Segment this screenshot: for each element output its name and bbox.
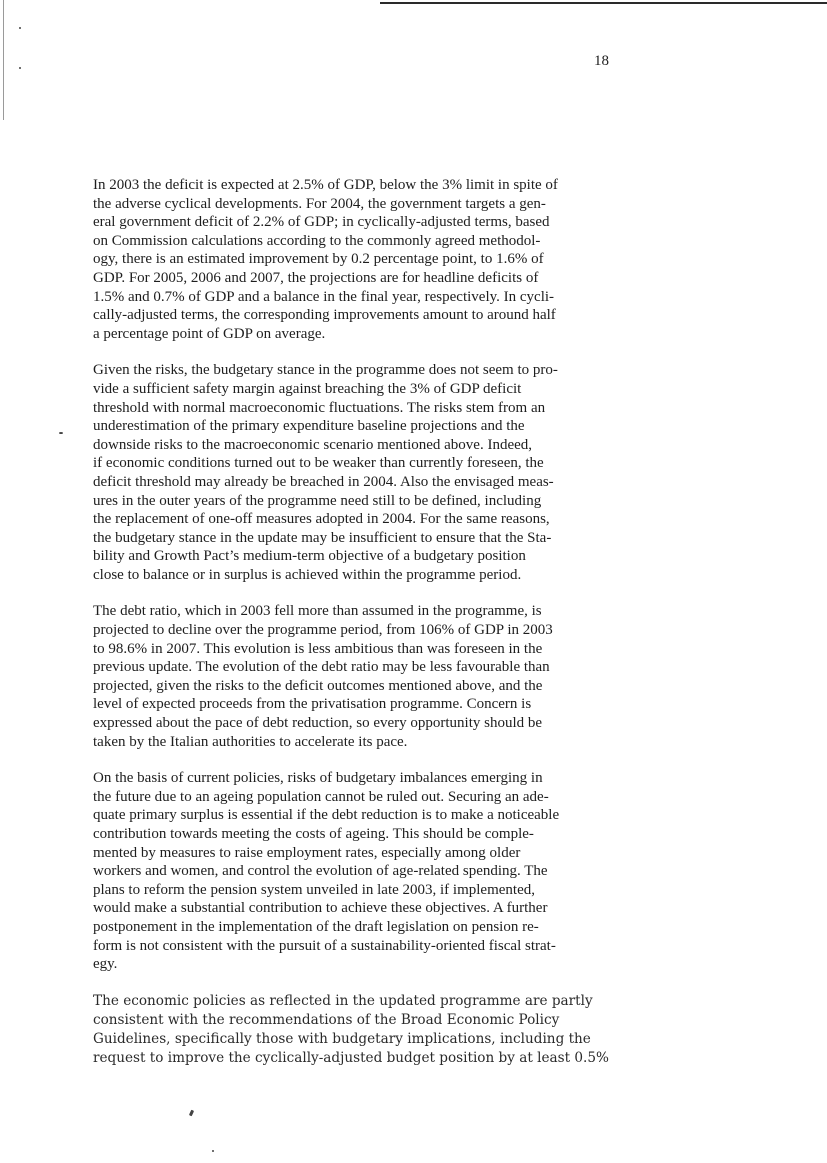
paragraph-deficit: In 2003 the deficit is expected at 2.5% of GDP, below the 3% limit in spite of the adverse cyclical developments. For 2004, the government targets a gen- eral government deficit of 2.2% of GDP; in cyclically-adjusted terms, based on Commission calculations according to the commonly agreed methodol- ogy, there is an estimated improvement by 0.2 percentage point, to 1.6% of GDP. For 2005, 2006 and 2007, the projections are for headline deficits of 1.5% and 0.7% of GDP and a balance in the final year, respectively. In cycli- cally-adjusted terms, the corresponding improvements amount to around half a percentage point of GDP on average. <box>93 177 558 342</box>
paragraph-risks: Given the risks, the budgetary stance in the programme does not seem to pro- vide a sufficient safety margin against breaching the 3% of GDP deficit threshold with normal macroeconomic fluctuations. The risks stem from an underestimation of the primary expenditure baseline projections and the downside risks to the macroeconomic scenario mentioned above. Indeed, if economic conditions turned out to be weaker than currently foreseen, the deficit threshold may already be breached in 2004. Also the envisaged meas- ures in the outer years of the programme need still to be defined, including the replacement of one-off measures adopted in 2004. For the same reasons, the budgetary stance in the update may be insufficient to ensure that the Sta- bility and Growth Pact’s medium-term objective of a budgetary position close to balance or in surplus is achieved within the programme period. <box>93 362 558 583</box>
header-rule <box>380 2 827 4</box>
scan-speck <box>19 27 21 29</box>
paragraph-debt-ratio: The debt ratio, which in 2003 fell more than assumed in the programme, is projected to decline over the programme period, from 106% of GDP in 2003 to 98.6% in 2007. This evolution is less ambitious than was foreseen in the previous update. The evolution of the debt ratio may be less favourable than projected, given the risks to the deficit outcomes mentioned above, and the level of expected proceeds from the privatisation programme. Concern is expressed about the pace of debt reduction, so every opportunity should be taken by the Italian authorities to accelerate its pace. <box>93 603 553 750</box>
document-body <box>93 176 618 1087</box>
scan-speck <box>212 1150 214 1152</box>
scan-speck <box>19 67 21 69</box>
paragraph-ageing: On the basis of current policies, risks of budgetary imbalances emerging in the future due to an ageing population cannot be ruled out. Securing an ade- quate primary surplus is essential if the debt reduction is to make a noticeable contribution towards meeting the costs of ageing. This should be comple- mented by measures to raise employment rates, especially among older workers and women, and control the evolution of age-related spending. The plans to reform the pension system unveiled in late 2003, if implemented, would make a substantial contribution to achieve these objectives. A further postponement in the implementation of the draft legislation on pension re- form is not consistent with the pursuit of a sustainability-oriented fiscal strat- egy. <box>93 770 560 973</box>
scan-speck <box>59 432 63 434</box>
scan-edge-line <box>3 0 4 120</box>
page-number: 18 <box>594 53 609 69</box>
paragraph-economic-policies: The economic policies as reflected in the updated programme are partly consistent with the recommendations of the Broad Economic Policy Guidelines, specifically those with budgetary implications, including the request to improve the cyclically-adjusted budget position by at least 0.5% <box>93 992 609 1067</box>
scan-speck <box>189 1110 194 1117</box>
